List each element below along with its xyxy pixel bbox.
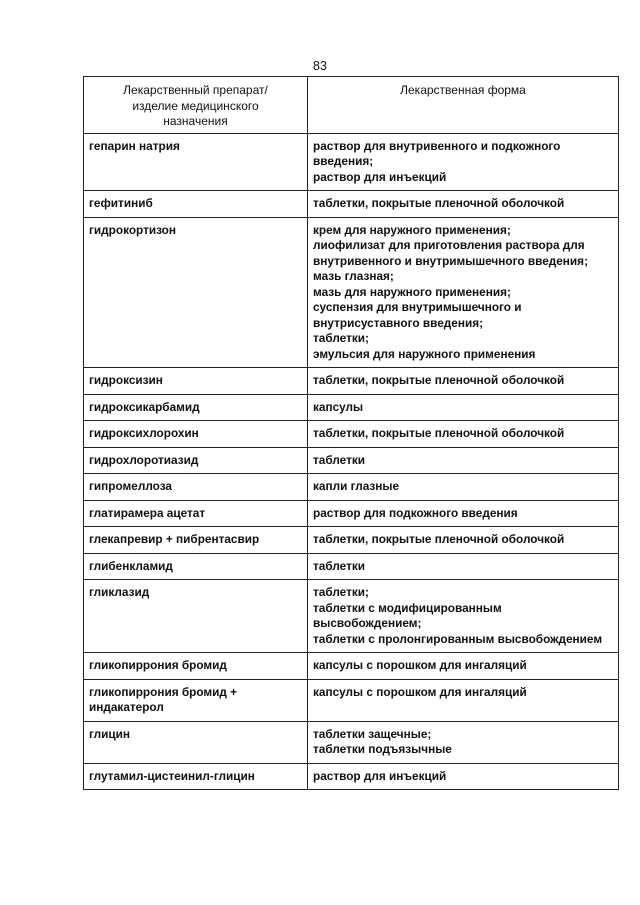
dosage-form-cell <box>308 421 619 448</box>
drug-name-cell: гликопиррония бромид <box>84 653 308 680</box>
dosage-form-line: капли глазные <box>313 479 400 493</box>
table-row <box>84 474 619 501</box>
drug-name-cell: гликопиррония бромид + индакатерол <box>84 679 308 721</box>
dosage-form-line: таблетки, покрытые пленочной оболочкой <box>313 373 565 387</box>
dosage-form-line: таблетки подъязычные <box>313 742 452 756</box>
drug-name-cell: гепарин натрия <box>84 133 308 191</box>
table-body <box>84 133 619 790</box>
dosage-form-cell <box>308 721 619 763</box>
dosage-form-cell <box>308 191 619 218</box>
dosage-form-line: раствор для внутривенного и подкожного введения; <box>313 138 561 168</box>
table-header-row <box>84 77 619 134</box>
dosage-form-cell <box>308 527 619 554</box>
table-row <box>84 133 619 191</box>
dosage-form-cell <box>308 679 619 721</box>
dosage-form-cell <box>308 500 619 527</box>
table-row <box>84 527 619 554</box>
dosage-form-line: суспензия для внутримышечного и внутрисуставного введения; <box>313 300 522 330</box>
dosage-form-cell <box>308 763 619 790</box>
dosage-form-line: таблетки, покрытые пленочной оболочкой <box>313 532 565 546</box>
drug-name-cell: гефитиниб <box>84 191 308 218</box>
column-header-form: Лекарственная форма <box>308 77 619 134</box>
drug-name-cell: глибенкламид <box>84 553 308 580</box>
dosage-form-line: мазь для наружного применения; <box>313 284 511 299</box>
dosage-form-line: таблетки <box>313 452 366 467</box>
table-row <box>84 217 619 368</box>
dosage-form-line: таблетки; <box>313 331 369 345</box>
table-row <box>84 421 619 448</box>
dosage-form-line: раствор для инъекций <box>313 169 447 184</box>
dosage-form-cell <box>308 368 619 395</box>
table-row <box>84 447 619 474</box>
drug-name-cell: гидроксикарбамид <box>84 394 308 421</box>
dosage-form-line: таблетки <box>313 558 366 573</box>
dosage-form-line: лиофилизат для приготовления раствора для внутривенного и внутримышечного введения; <box>313 238 588 268</box>
dosage-form-line: капсулы с порошком для ингаляций <box>313 658 527 672</box>
drug-name-cell: гипромеллоза <box>84 474 308 501</box>
table-row <box>84 653 619 680</box>
dosage-form-cell <box>308 447 619 474</box>
dosage-form-line: капсулы с порошком для ингаляций <box>313 684 527 699</box>
table-row <box>84 763 619 790</box>
dosage-form-cell <box>308 217 619 368</box>
dosage-form-line: таблетки с пролонгированным высвобождением <box>313 631 603 646</box>
dosage-form-cell <box>308 553 619 580</box>
page-number: 83 <box>313 59 327 73</box>
dosage-form-line: раствор для инъекций <box>313 768 447 783</box>
drug-name-cell: глатирамера ацетат <box>84 500 308 527</box>
table-row <box>84 191 619 218</box>
drug-name-cell: глекапревир + пибрентасвир <box>84 527 308 554</box>
drug-name-cell: гидрохлоротиазид <box>84 447 308 474</box>
dosage-form-cell <box>308 653 619 680</box>
dosage-form-line: таблетки; <box>313 585 369 599</box>
dosage-form-line: мазь глазная; <box>313 269 394 283</box>
dosage-form-line: таблетки, покрытые пленочной оболочкой <box>313 196 565 210</box>
dosage-form-cell <box>308 580 619 653</box>
dosage-form-cell <box>308 394 619 421</box>
drug-name-cell: гидрокортизон <box>84 217 308 368</box>
drug-name-cell: глицин <box>84 721 308 763</box>
table-row <box>84 679 619 721</box>
dosage-form-line: капсулы <box>313 399 364 414</box>
table-row <box>84 721 619 763</box>
table-row <box>84 553 619 580</box>
drug-name-cell: глутамил-цистеинил-глицин <box>84 763 308 790</box>
dosage-form-cell <box>308 474 619 501</box>
table-row <box>84 500 619 527</box>
drug-forms-table <box>83 76 619 790</box>
dosage-form-line: раствор для подкожного введения <box>313 505 518 520</box>
dosage-form-line: таблетки с модифицированным высвобождением; <box>313 600 502 630</box>
dosage-form-line: таблетки, покрытые пленочной оболочкой <box>313 426 565 440</box>
dosage-form-cell <box>308 133 619 191</box>
dosage-form-line: эмульсия для наружного применения <box>313 346 536 361</box>
dosage-form-line: крем для наружного применения; <box>313 222 511 237</box>
drug-name-cell: гидроксихлорохин <box>84 421 308 448</box>
table-row <box>84 394 619 421</box>
column-header-drug: Лекарственный препарат/ изделие медицинского назначения <box>84 77 308 134</box>
dosage-form-line: таблетки защечные; <box>313 726 432 741</box>
table-row <box>84 368 619 395</box>
table-row <box>84 580 619 653</box>
drug-name-cell: гидроксизин <box>84 368 308 395</box>
drug-name-cell: гликлазид <box>84 580 308 653</box>
